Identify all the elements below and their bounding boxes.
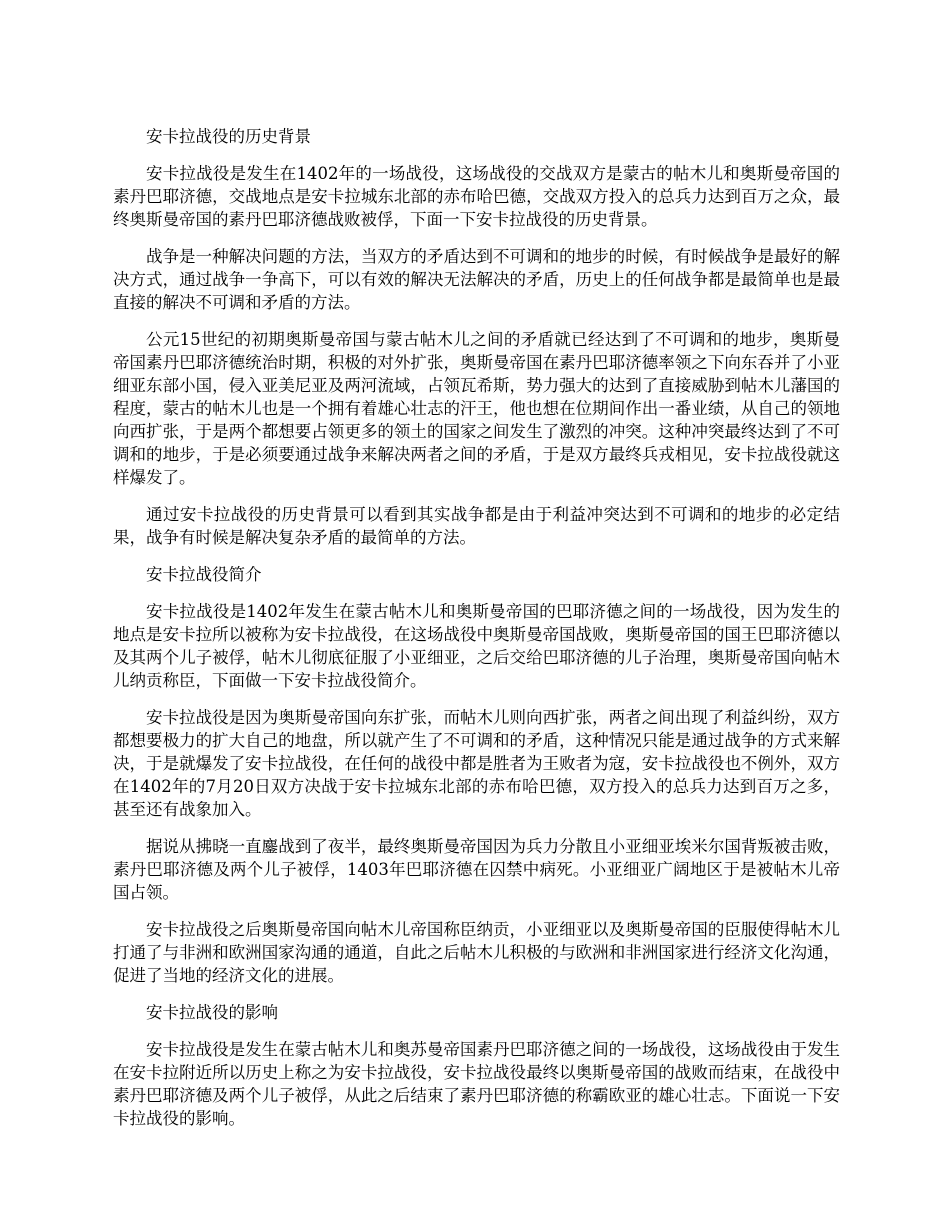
section-heading: 安卡拉战役简介 [146,565,262,584]
paragraph: 通过安卡拉战役的历史背景可以看到其实战争都是由于利益冲突达到不可调和的地步的必定结果，战争有时候是解决复杂矛盾的最简单的方法。 [113,505,840,547]
paragraph: 公元15世纪的初期奥斯曼帝国与蒙古帖木儿之间的矛盾就已经达到了不可调和的地步，奥斯曼帝国素丹巴耶济德统治时期，积极的对外扩张，奥斯曼帝国在素丹巴耶济德率领之下向东吞并了小亚细亚东部小国，侵入亚美尼亚及两河流域，占领瓦希斯，势力强大的达到了直接威胁到帖木儿藩国的程度，蒙古的帖木儿也是一个拥有着雄心壮志的汗王，他也想在位期间作出一番业绩，从自己的领地向西扩张，于是两个都想要占领更多的领土的国家之间发生了激烈的冲突。这种冲突最终达到了不可调和的地步，于是必须要通过战争来解决两者之间的矛盾，于是双方最终兵戎相见，安卡拉战役就这样爆发了。 [113,330,840,487]
paragraph: 安卡拉战役是发生在1402年的一场战役，这场战役的交战双方是蒙古的帖木儿和奥斯曼帝国的素丹巴耶济德，交战地点是安卡拉城东北部的赤布哈巴德，交战双方投入的总兵力达到百万之众，最终奥斯曼帝国的素丹巴耶济德战败被俘，下面一下安卡拉战役的历史背景。 [113,164,840,229]
section-heading: 安卡拉战役的影响 [146,1003,278,1022]
paragraph: 安卡拉战役是1402年发生在蒙古帖木儿和奥斯曼帝国的巴耶济德之间的一场战役，因为发生的地点是安卡拉所以被称为安卡拉战役，在这场战役中奥斯曼帝国战败，奥斯曼帝国的国王巴耶济德以及其两个儿子被俘，帖木儿彻底征服了小亚细亚，之后交给巴耶济德的儿子治理，奥斯曼帝国向帖木儿纳贡称臣，下面做一下安卡拉战役简介。 [113,602,840,690]
paragraph: 安卡拉战役是发生在蒙古帖木儿和奥苏曼帝国素丹巴耶济德之间的一场战役，这场战役由于发生在安卡拉附近所以历史上称之为安卡拉战役，安卡拉战役最终以奥斯曼帝国的战败而结束，在战役中素丹巴耶济德及两个儿子被俘，从此之后结束了素丹巴耶济德的称霸欧亚的雄心壮志。下面说一下安卡拉战役的影响。 [113,1040,840,1128]
section-heading: 安卡拉战役的历史背景 [146,127,311,146]
paragraph: 安卡拉战役之后奥斯曼帝国向帖木儿帝国称臣纳贡，小亚细亚以及奥斯曼帝国的臣服使得帖木儿打通了与非洲和欧洲国家沟通的通道，自此之后帖木儿积极的与欧洲和非洲国家进行经济文化沟通，促进了当地的经济文化的进展。 [113,920,840,985]
paragraph: 战争是一种解决问题的方法，当双方的矛盾达到不可调和的地步的时候，有时候战争是最好的解决方式，通过战争一争高下，可以有效的解决无法解决的矛盾，历史上的任何战争都是最简单也是最直接的解决不可调和矛盾的方法。 [113,247,840,312]
paragraph: 安卡拉战役是因为奥斯曼帝国向东扩张，而帖木儿则向西扩张，两者之间出现了利益纠纷，双方都想要极力的扩大自己的地盘，所以就产生了不可调和的矛盾，这种情况只能是通过战争的方式来解决，于是就爆发了安卡拉战役，在任何的战役中都是胜者为王败者为寇，安卡拉战役也不例外，双方在1402年的7月20日双方决战于安卡拉城东北部的赤布哈巴德，双方投入的总兵力达到百万之多，甚至还有战象加入。 [113,708,840,819]
paragraph: 据说从拂晓一直鏖战到了夜半，最终奥斯曼帝国因为兵力分散且小亚细亚埃米尔国背叛被击败，素丹巴耶济德及两个儿子被俘，1403年巴耶济德在囚禁中病死。小亚细亚广阔地区于是被帖木儿帝国占领。 [113,837,840,902]
